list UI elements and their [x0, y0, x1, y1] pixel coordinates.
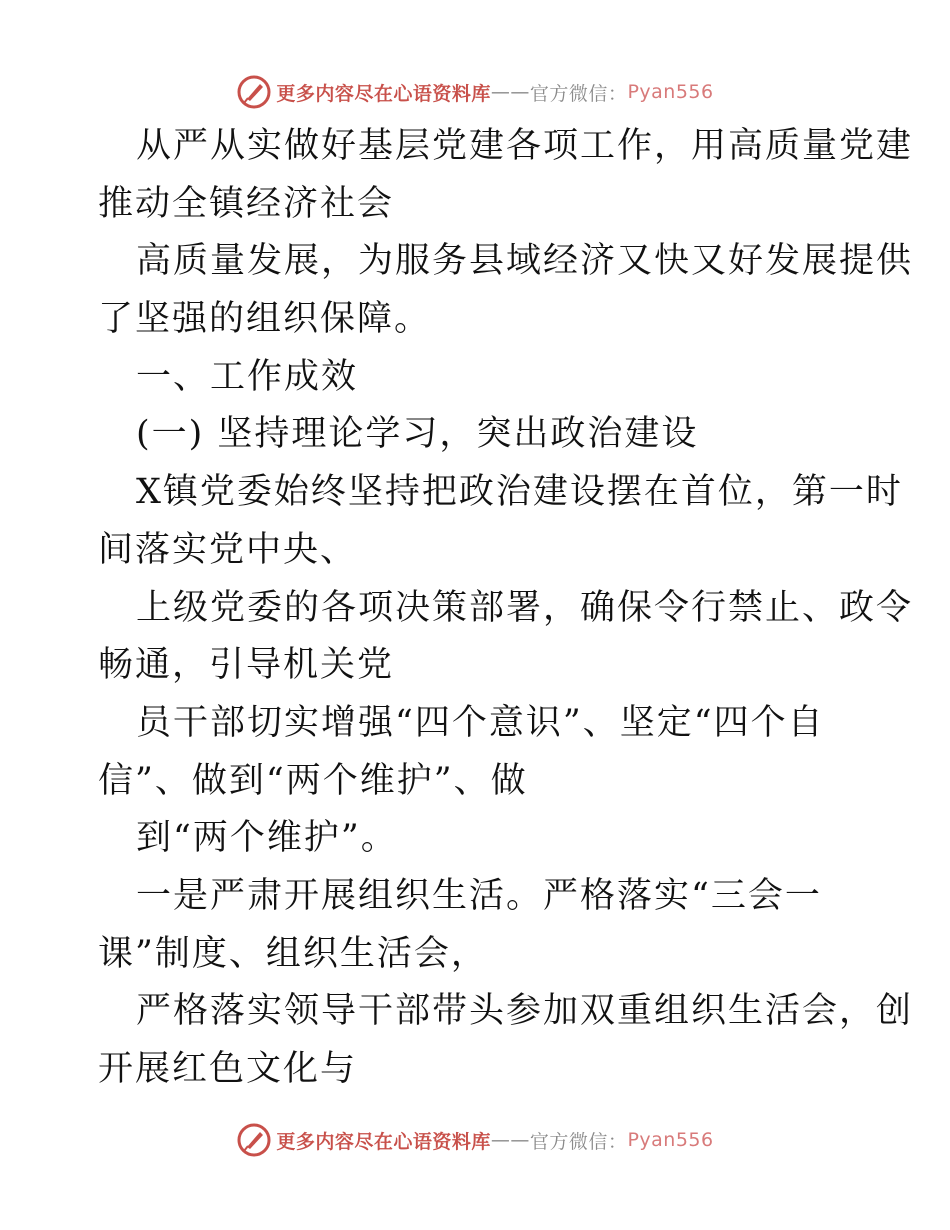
- text-line-11: 员干部切实增强“四个意识”、坚定“四个自: [136, 702, 825, 743]
- header-brand-text: 更多内容尽在心语资料库: [276, 82, 491, 105]
- section-heading: 一、工作成效: [136, 356, 359, 397]
- quill-logo-icon: [236, 1122, 272, 1158]
- text-line-3: 高质量发展，为服务县域经济又快又好发展提供: [136, 241, 914, 282]
- text-line-10: 畅通，引导机关党: [98, 645, 395, 686]
- footer-contact-id: Pyan556: [627, 1129, 714, 1151]
- footer-brand-text: 更多内容尽在心语资料库: [276, 1130, 491, 1153]
- footer-dash: ——: [490, 1129, 530, 1151]
- text-line-1: 从严从实做好基层党建各项工作，用高质量党建: [136, 126, 914, 166]
- header-contact-id: Pyan556: [627, 81, 714, 103]
- text-line-13: 到“两个维护”。: [136, 818, 398, 859]
- text-line-14: 一是严肃开展组织生活。严格落实“三会一: [136, 875, 822, 916]
- header-dash: ——: [490, 81, 530, 103]
- document-body: [98, 118, 914, 1099]
- header-watermark: [0, 72, 950, 112]
- text-line-16: 严格落实领导干部带头参加双重组织生活会，创: [136, 991, 914, 1032]
- text-line-15: 课”制度、组织生活会，: [98, 933, 488, 974]
- footer-contact-text: 官方微信：: [529, 1130, 628, 1153]
- text-line-2: 推动全镇经济社会: [98, 183, 395, 224]
- text-line-8: 间落实党中央、: [98, 529, 358, 570]
- header-contact-text: 官方微信：: [529, 82, 628, 105]
- text-line-7: X镇党委始终坚持把政治建设摆在首位，第一时: [136, 472, 903, 513]
- subsection-heading: (一) 坚持理论学习，突出政治建设: [136, 414, 699, 455]
- text-line-9: 上级党委的各项决策部署，确保令行禁止、政令: [136, 587, 914, 628]
- quill-logo-icon: [236, 74, 272, 110]
- text-line-17: 开展红色文化与: [98, 1049, 358, 1089]
- text-line-4: 了坚强的组织保障。: [98, 299, 432, 340]
- text-line-12: 信”、做到“两个维护”、做: [98, 760, 528, 801]
- footer-watermark: [0, 1120, 950, 1160]
